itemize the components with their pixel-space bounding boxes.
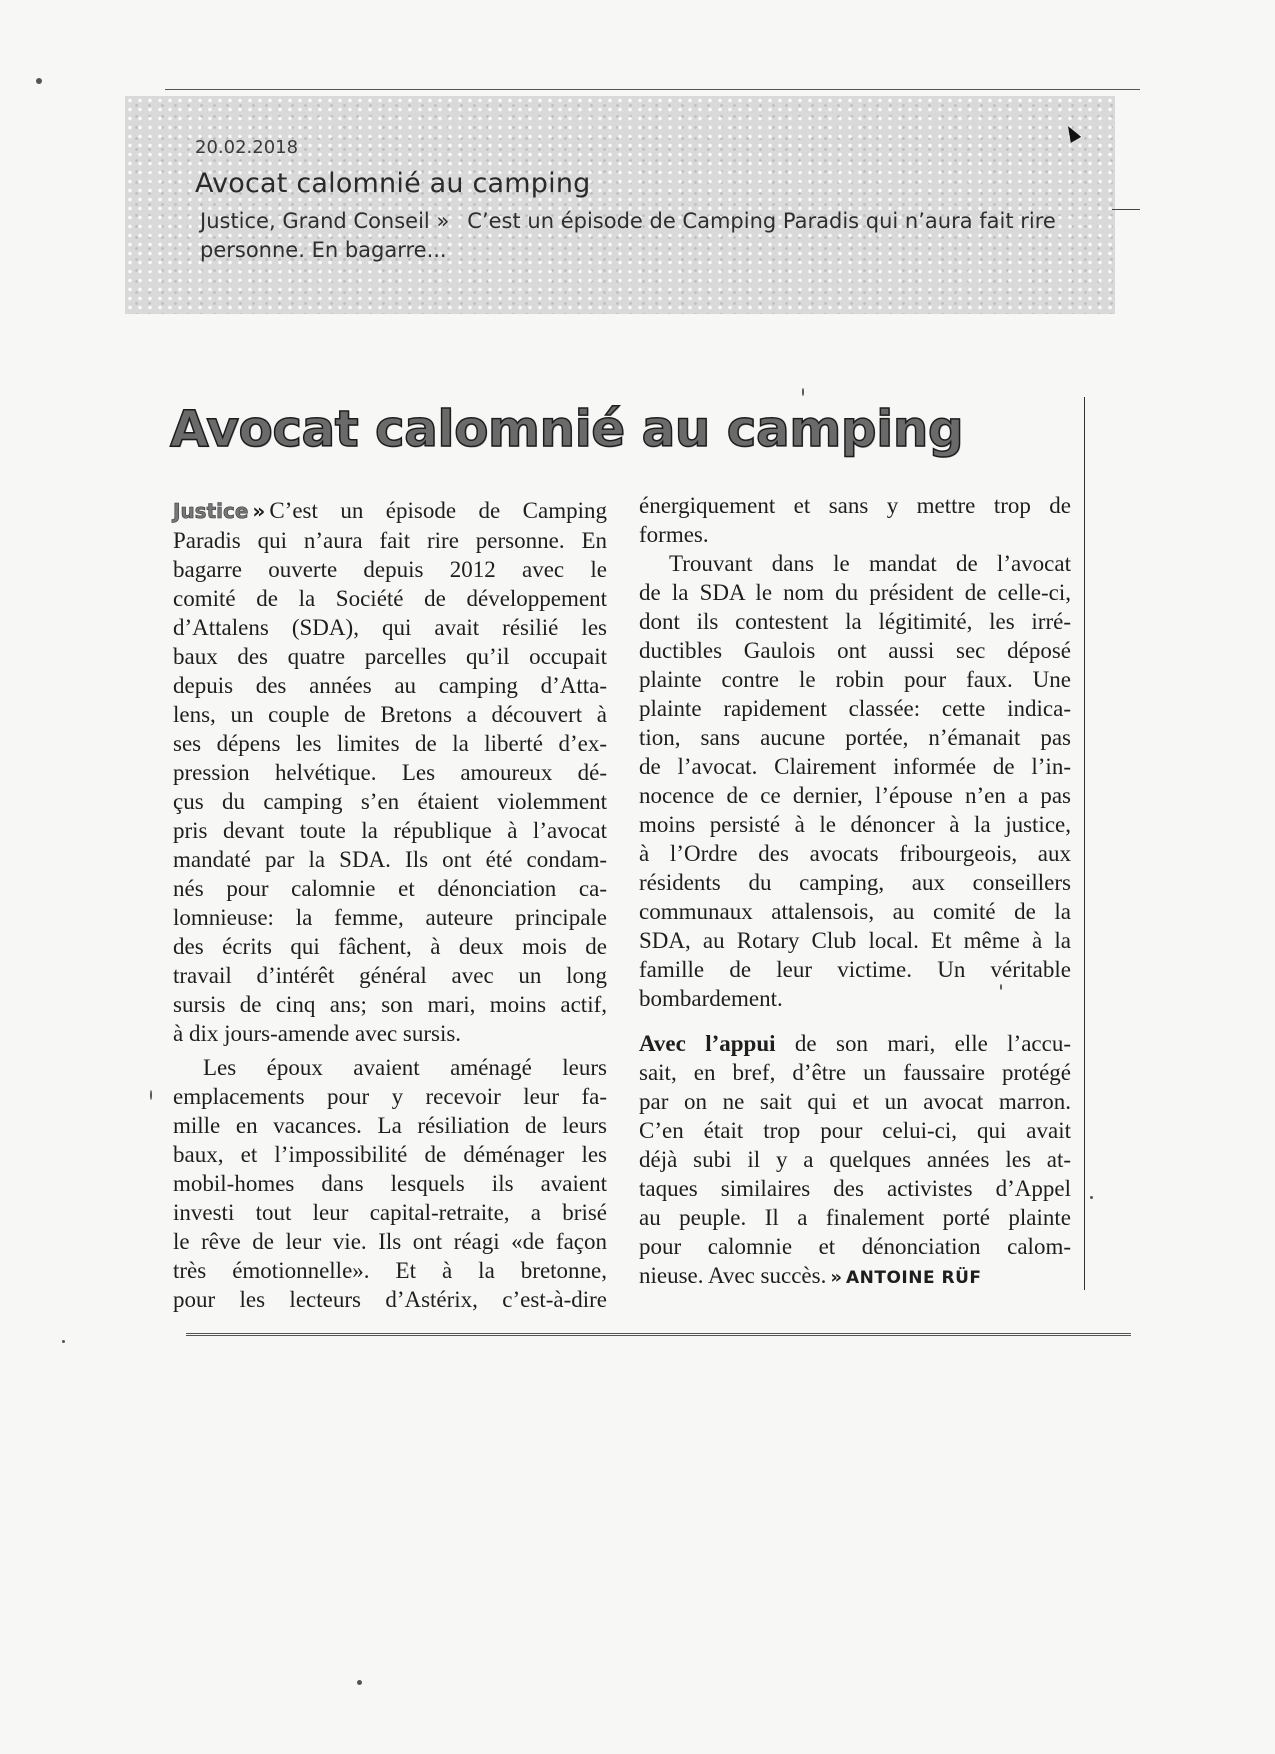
article-line: dont ils contestent la légitimité, les irré- [639,609,1071,634]
article-line: depuis des années au camping d’Atta- [173,673,607,698]
snippet-title: Avocat calomnié au camping [195,168,591,199]
article-headline: Avocat calomnié au camping [170,400,964,458]
article-line: lomnieuse: la femme, auteure principale [173,905,607,930]
article-line: pour les lecteurs d’Astérix, c’est-à-dire [173,1287,607,1312]
article-column-1 [173,496,607,1314]
snippet-lead-line: personne. En bagarre... [200,238,447,262]
article-byline: ANTOINE RÜF [845,1268,982,1288]
scan-speck [1090,1196,1093,1199]
article-line: bombardement. [639,986,783,1011]
article-line: à dix jours-amende avec sursis. [173,1021,462,1046]
article-line: nieuse. Avec succès. » ANTOINE RÜF [639,1263,982,1288]
article-snippet-box [125,96,1115,314]
scan-speck [1000,984,1002,990]
article-line: le rêve de leur vie. Ils ont réagi «de façon [173,1229,607,1254]
snippet-category: Justice, Grand Conseil » [200,209,450,233]
article-line: travail d’intérêt général avec un long [173,963,607,988]
article-line: baux, et l’impossibilité de déménager les [173,1142,607,1167]
article-line: Justice » C’est un épisode de Camping [173,498,607,523]
byline-chevron-icon: » [830,1267,842,1288]
column-rule [1084,397,1085,1290]
article-column-2 [639,491,1071,1293]
snippet-top-rule [165,89,1140,90]
article-line: ductibles Gaulois ont aussi sec déposé [639,638,1071,663]
article-line: mille en vacances. La résiliation de leurs [173,1113,607,1138]
article-line: Avec l’appui de son mari, elle l’accu- [639,1031,1072,1056]
article-line: investi tout leur capital-retraite, a brisé [173,1200,607,1225]
scan-speck [802,388,804,396]
article-line: sait, en bref, d’être un faussaire protégé [639,1060,1071,1085]
article-line: pour calomnie et dénonciation calom- [639,1234,1071,1259]
article-line: famille de leur victime. Un véritable [639,957,1071,982]
article-line: par on ne sait qui et un avocat marron. [639,1089,1071,1114]
article-line: C’en était trop pour celui-ci, qui avait [639,1118,1071,1143]
article-line: emplacements pour y recevoir leur fa- [173,1084,607,1109]
article-line: sursis de cinq ans; son mari, moins actif, [173,992,607,1017]
article-line: de l’avocat. Clairement informée de l’in- [639,754,1071,779]
article-line: mobil-homes dans lesquels ils avaient [173,1171,607,1196]
article-line: tion, sans aucune portée, n’émanait pas [639,725,1071,750]
article-line: à l’Ordre des avocats fribourgeois, aux [639,841,1071,866]
scan-speck [150,1090,152,1100]
article-line: plainte contre le robin pour faux. Une [639,667,1071,692]
snippet-lead-line: C’est un épisode de Camping Paradis qui n’aura fait rire [467,209,1056,233]
scan-speck [357,1680,362,1685]
article-subhead: Avec l’appui [639,1031,776,1056]
scan-speck [36,78,42,84]
article-bottom-rule [186,1333,1131,1336]
article-line: des écrits qui fâchent, à deux mois de [173,934,607,959]
article-line: plainte rapidement classée: cette indica- [639,696,1071,721]
article-line: Paradis qui n’aura fait rire personne. En [173,528,607,553]
snippet-lead [200,207,1080,265]
article-line: de la SDA le nom du président de celle-ci, [639,580,1071,605]
article-line: pression helvétique. Les amoureux dé- [173,760,607,785]
article-line: nocence de ce dernier, l’épouse n’en a pas [639,783,1071,808]
article-line: énergiquement et sans y mettre trop de [639,493,1071,518]
article-line: comité de la Société de développement [173,586,607,611]
snippet-side-rule [1112,209,1140,210]
article-line: ses dépens les limites de la liberté d’ex- [173,731,607,756]
article-line: pris devant toute la république à l’avocat [173,818,607,843]
article-kicker: Justice [173,499,249,523]
article-line: taques similaires des activistes d’Appel [639,1176,1071,1201]
article-line: au peuple. Il a finalement porté plainte [639,1205,1071,1230]
article-line: déjà subi il y a quelques années les at- [639,1147,1071,1172]
article-line: SDA, au Rotary Club local. Et même à la [639,928,1071,953]
article-line: mandaté par la SDA. Ils ont été condam- [173,847,607,872]
article-line: d’Attalens (SDA), qui avait résilié les [173,615,607,640]
article-line: baux des quatre parcelles qu’il occupait [173,644,607,669]
article-line: moins persisté à le dénoncer à la justice, [639,812,1071,837]
kicker-chevron-icon: » [252,499,266,523]
scan-speck [62,1340,65,1343]
article-line: çus du camping s’en étaient violemment [173,789,607,814]
article-line: résidents du camping, aux conseillers [639,870,1071,895]
article-line: formes. [639,522,709,547]
snippet-date: 20.02.2018 [195,137,299,158]
article-line: Trouvant dans le mandat de l’avocat [669,551,1071,576]
article-line: nés pour calomnie et dénonciation ca- [173,876,607,901]
article-line: lens, un couple de Bretons a découvert à [173,702,607,727]
article-line: Les époux avaient aménagé leurs [203,1055,607,1080]
article-line: communaux attalensois, au comité de la [639,899,1071,924]
article-line: bagarre ouverte depuis 2012 avec le [173,557,607,582]
article-line: très émotionnelle». Et à la bretonne, [173,1258,607,1283]
